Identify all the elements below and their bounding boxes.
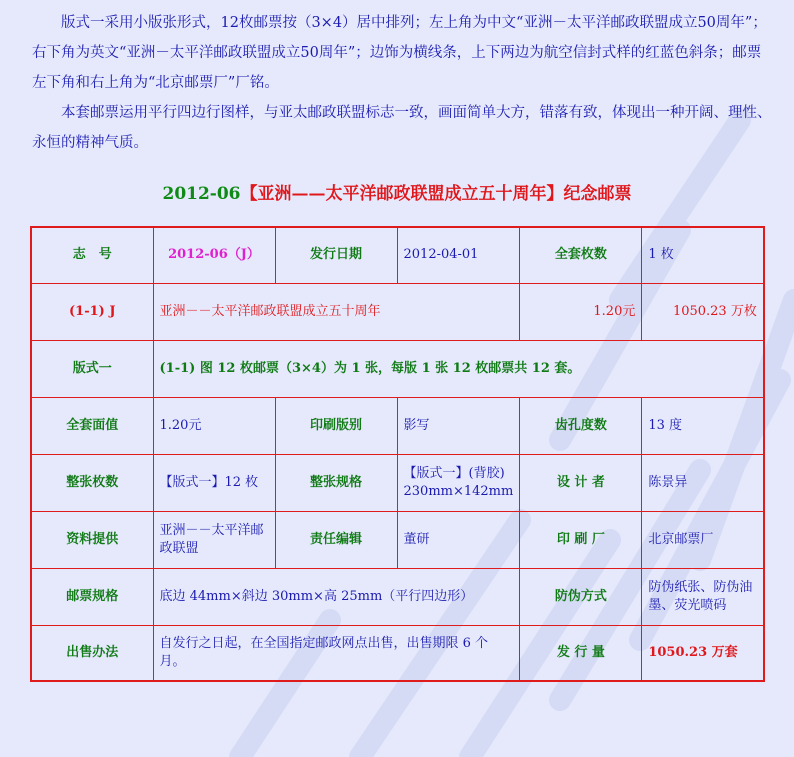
issue-qty-value: 1050.23 万套 xyxy=(642,625,764,681)
set-count-label: 全套枚数 xyxy=(520,227,642,283)
format-value: (1-1) 图 12 枚邮票（3×4）为 1 张，每版 1 张 12 枚邮票共 12 套。 xyxy=(153,340,764,397)
issue-date-label: 发行日期 xyxy=(275,227,397,283)
intro-text xyxy=(32,8,772,158)
format-label: 版式一 xyxy=(31,340,153,397)
title-name: 【亚洲——太平洋邮政联盟成立五十周年】纪念邮票 xyxy=(240,184,632,204)
sheet-size-line-2: 230mm×142mm xyxy=(403,483,514,499)
printer-value: 北京邮票厂 xyxy=(642,511,764,568)
title-code: 2012-06 xyxy=(162,184,241,204)
source-value: 亚洲－－太平洋邮政联盟 xyxy=(153,511,275,568)
printer-label: 印 刷 厂 xyxy=(520,511,642,568)
sheet-count-value: 【版式一】12 枚 xyxy=(153,454,275,511)
sheet-size-value xyxy=(397,454,520,511)
table-row xyxy=(31,625,764,681)
source-label: 资料提供 xyxy=(31,511,153,568)
anti-fake-label: 防伪方式 xyxy=(520,568,642,625)
issue-qty-label: 发 行 量 xyxy=(520,625,642,681)
print-value: 影写 xyxy=(397,397,520,454)
print-label: 印刷版别 xyxy=(275,397,397,454)
table-row xyxy=(31,454,764,511)
zhihao-value: 2012-06（J） xyxy=(153,227,275,283)
spec-label: 邮票规格 xyxy=(31,568,153,625)
table-row xyxy=(31,568,764,625)
stamp-code: (1-1) J xyxy=(31,283,153,340)
face-value-value: 1.20元 xyxy=(153,397,275,454)
stamp-price: 1.20元 xyxy=(520,283,642,340)
table-row xyxy=(31,397,764,454)
stamp-name: 亚洲－－太平洋邮政联盟成立五十周年 xyxy=(153,283,520,340)
perf-value: 13 度 xyxy=(642,397,764,454)
sale-label: 出售办法 xyxy=(31,625,153,681)
spec-value: 底边 44mm×斜边 30mm×高 25mm（平行四边形） xyxy=(153,568,520,625)
intro-paragraph-2: 本套邮票运用平行四边行图样，与亚太邮政联盟标志一致，画面简单大方，错落有致，体现出一种开阔、理性、永恒的精神气质。 xyxy=(32,105,772,151)
editor-label: 责任编辑 xyxy=(275,511,397,568)
anti-fake-value: 防伪纸张、防伪油墨、荧光喷码 xyxy=(642,568,764,625)
table-row xyxy=(31,227,764,283)
set-count-value: 1 枚 xyxy=(642,227,764,283)
table-row xyxy=(31,283,764,340)
editor-value: 董研 xyxy=(397,511,520,568)
sheet-size-line-1: 【版式一】(背胶) xyxy=(403,465,505,481)
perf-label: 齿孔度数 xyxy=(520,397,642,454)
sale-value: 自发行之日起，在全国指定邮政网点出售，出售期限 6 个月。 xyxy=(153,625,520,681)
designer-label: 设 计 者 xyxy=(520,454,642,511)
issue-date-value: 2012-04-01 xyxy=(397,227,520,283)
table-row xyxy=(31,340,764,397)
page-title xyxy=(0,182,794,206)
sheet-size-label: 整张规格 xyxy=(275,454,397,511)
face-value-label: 全套面值 xyxy=(31,397,153,454)
stamp-info-table xyxy=(30,226,765,682)
stamp-quantity: 1050.23 万枚 xyxy=(642,283,764,340)
intro-paragraph-1: 版式一采用小版张形式，12枚邮票按（3×4）居中排列；左上角为中文“亚洲－太平洋邮政联盟成立50周年”；右下角为英文“亚洲－太平洋邮政联盟成立50周年”；边饰为横线条，上下两边为航空信封式样的红蓝色斜条；邮票左下角和右上角为“北京邮票厂”厂铭。 xyxy=(32,15,767,91)
designer-value: 陈景异 xyxy=(642,454,764,511)
sheet-count-label: 整张枚数 xyxy=(31,454,153,511)
zhihao-label: 志 号 xyxy=(31,227,153,283)
table-row xyxy=(31,511,764,568)
